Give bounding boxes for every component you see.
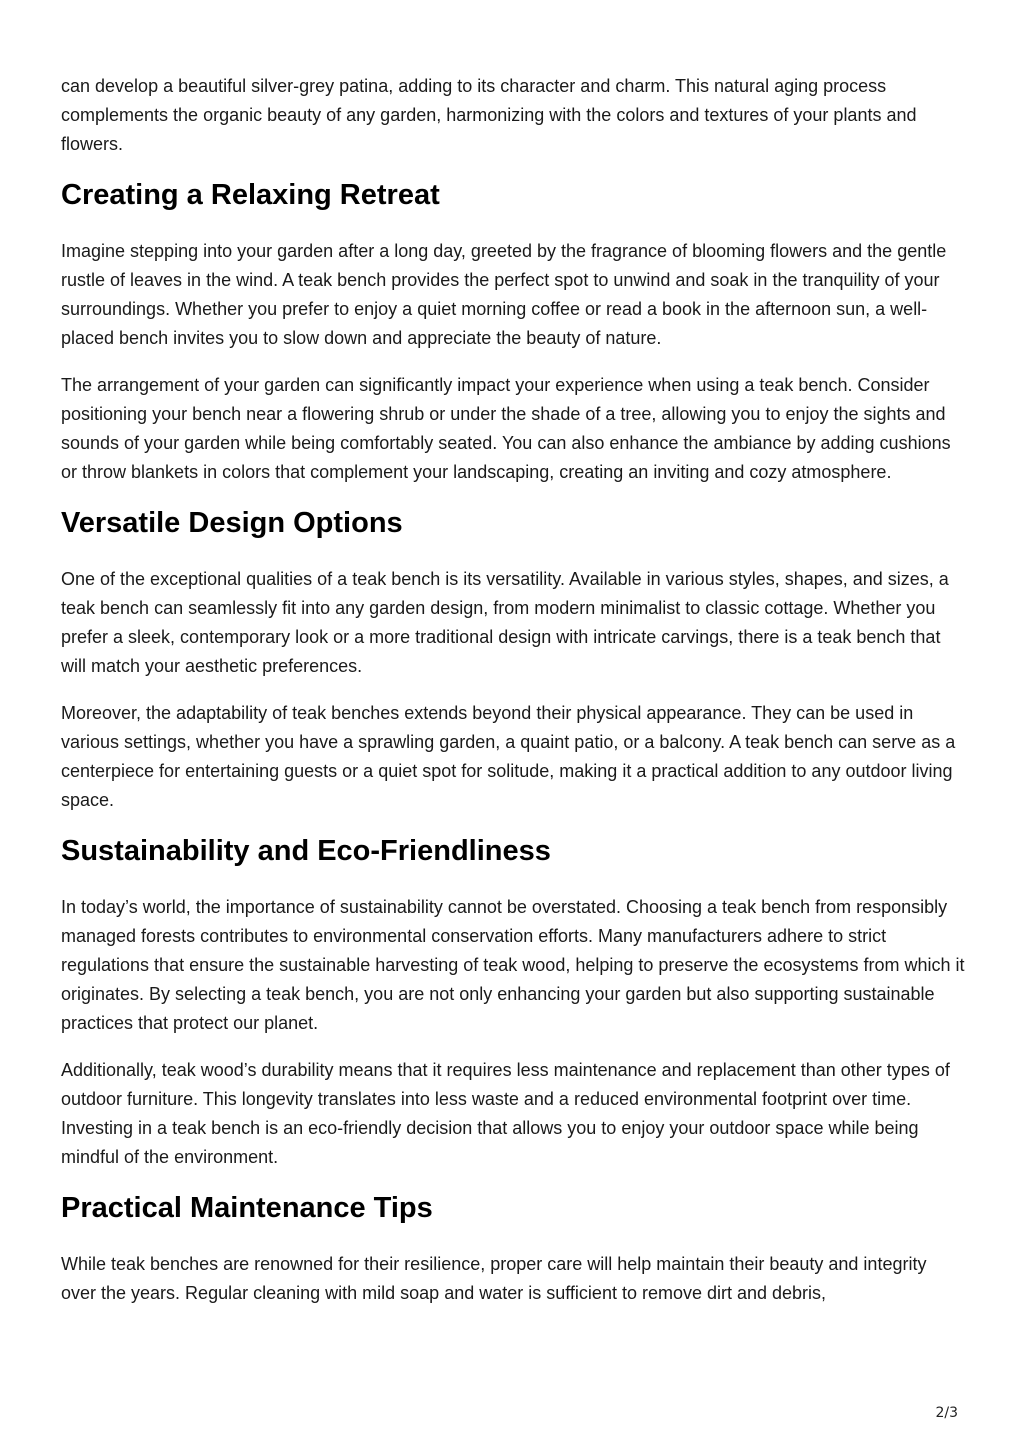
section-paragraph: One of the exceptional qualities of a teak bench is its versatility. Available in various styles, shapes, and sizes, a teak bench can seamlessly fit into any garden design, from modern minimalist to classic cottage. Whether you prefer a sleek, contemporary look or a more traditional design with intricate carvings, there is a teak bench that will match your aesthetic preferences. — [61, 569, 949, 676]
section-sustainability — [61, 833, 966, 1172]
section-design-options — [61, 505, 966, 815]
section-heading: Versatile Design Options — [61, 507, 403, 539]
document-page — [61, 72, 966, 1326]
section-relaxing-retreat — [61, 177, 966, 487]
section-paragraph: Moreover, the adaptability of teak benches extends beyond their physical appearance. They can be used in various settings, whether you have a sprawling garden, a quaint patio, or a balcony. A teak bench can serve as a centerpiece for entertaining guests or a quiet spot for solitude, making it a practical addition to any outdoor living space. — [61, 703, 956, 810]
section-paragraph: In today’s world, the importance of sustainability cannot be overstated. Choosing a teak bench from responsibly managed forests contributes to environmental conservation efforts. Many manufacturers adhere to strict regulations that ensure the sustainable harvesting of teak wood, helping to preserve the ecosystems from which it originates. By selecting a teak bench, you are not only enhancing your garden but also supporting sustainable practices that protect our planet. — [61, 897, 965, 1033]
section-maintenance-tips — [61, 1190, 966, 1308]
section-heading: Creating a Relaxing Retreat — [61, 179, 440, 211]
section-paragraph: Additionally, teak wood’s durability means that it requires less maintenance and replacement than other types of outdoor furniture. This longevity translates into less waste and a reduced environmental footprint over time. Investing in a teak bench is an eco-friendly decision that allows you to enjoy your outdoor space while being mindful of the environment. — [61, 1060, 950, 1167]
section-paragraph: Imagine stepping into your garden after a long day, greeted by the fragrance of blooming flowers and the gentle rustle of leaves in the wind. A teak bench provides the perfect spot to unwind and soak in the tranquility of your surroundings. Whether you prefer to enjoy a quiet morning coffee or read a book in the afternoon sun, a well-placed bench invites you to slow down and appreciate the beauty of nature. — [61, 241, 947, 348]
section-heading: Practical Maintenance Tips — [61, 1192, 433, 1224]
section-heading: Sustainability and Eco-Friendliness — [61, 835, 551, 867]
page-number: 2/3 — [935, 1405, 958, 1421]
section-paragraph: While teak benches are renowned for their resilience, proper care will help maintain their beauty and integrity over the years. Regular cleaning with mild soap and water is sufficient to remove dirt and debris, — [61, 1254, 927, 1303]
intro-paragraph: can develop a beautiful silver-grey patina, adding to its character and charm. This natural aging process complements the organic beauty of any garden, harmonizing with the colors and textures of your plants and flowers. — [61, 76, 917, 154]
section-paragraph: The arrangement of your garden can significantly impact your experience when using a teak bench. Consider positioning your bench near a flowering shrub or under the shade of a tree, allowing you to enjoy the sights and sounds of your garden while being comfortably seated. You can also enhance the ambiance by adding cushions or throw blankets in colors that complement your landscaping, creating an inviting and cozy atmosphere. — [61, 375, 951, 482]
